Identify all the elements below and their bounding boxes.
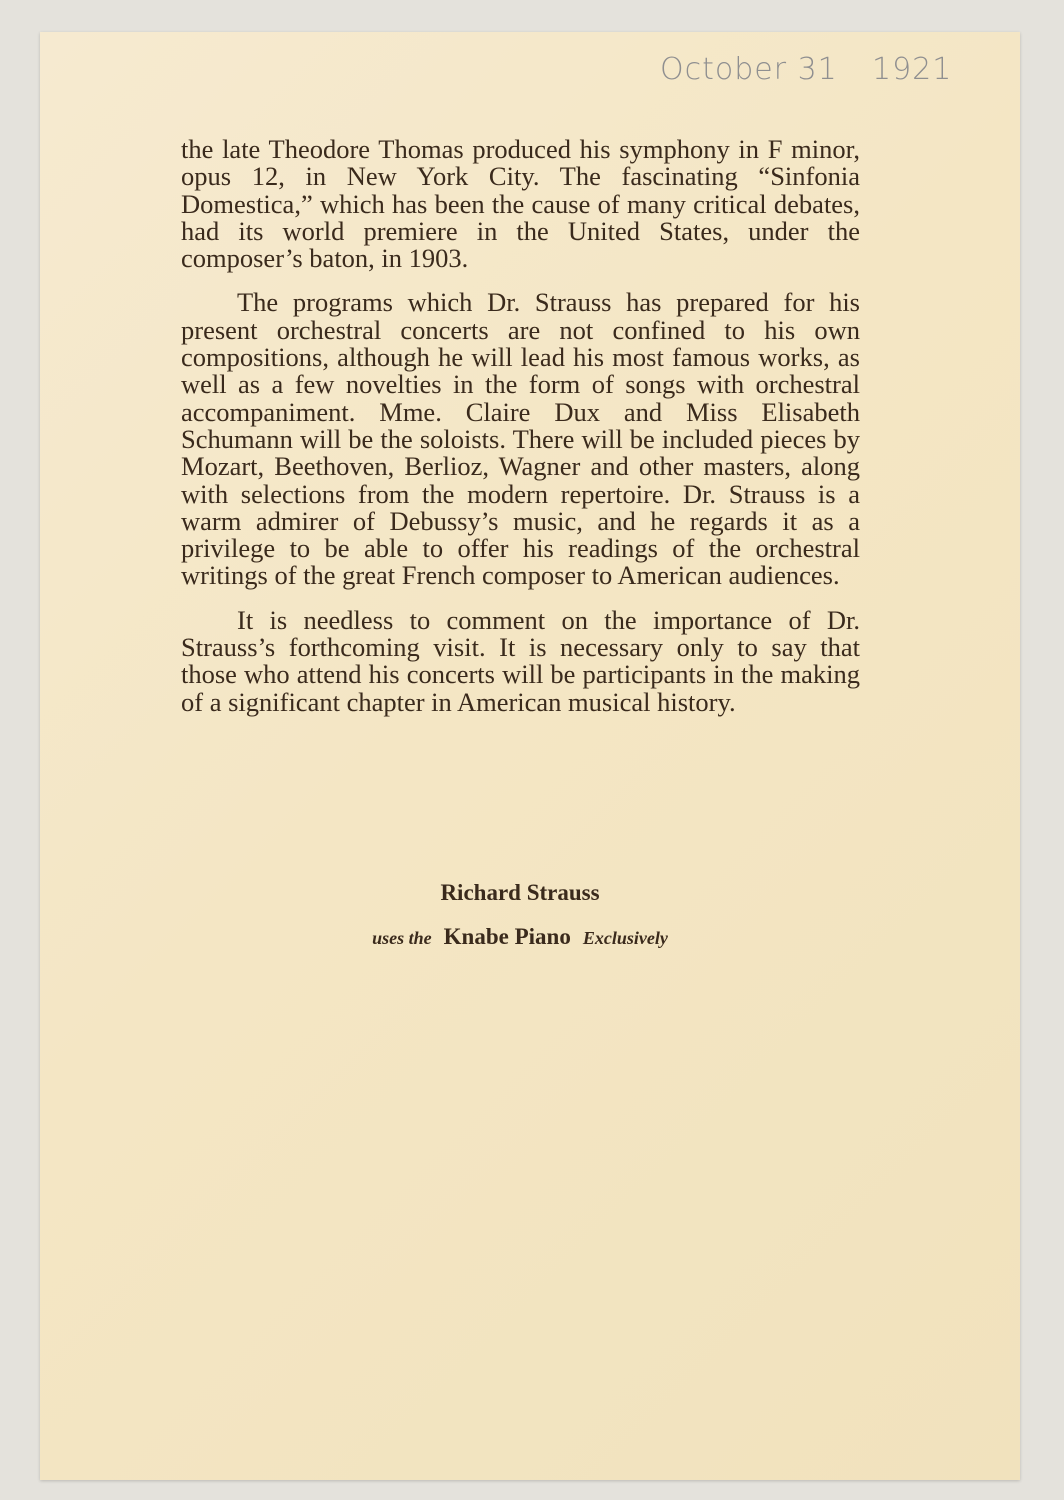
signature-suffix: Exclusively (582, 928, 668, 948)
body-text (181, 136, 860, 733)
paragraph-1: the late Theodore Thomas produced his symphony in F minor, opus 12, in New York City. The fascinating “Sinfonia Domestica,” which has been the cause of many critical debates, had its world premiere in the United States, under the composer’s baton, in 1903. (181, 134, 860, 274)
handwritten-date: October 31 (660, 52, 838, 87)
handwritten-year: 1921 (872, 52, 953, 87)
signature-name: Richard Strauss (440, 880, 600, 905)
paragraph-2: The programs which Dr. Strauss has prepared for his present orchestral concerts are not confined to his own compositions, although he will lead his most famous works, as well as a few novelties in the form of songs with orchestral accompaniment. Mme. Claire Dux and Miss Elisabeth Schumann will be the soloists. There will be included pieces by Mozart, Beethoven, Berlioz, Wagner and other masters, along with selections from the modern repertoire. Dr. Strauss is a warm admirer of Debussy’s music, and he regards it as a privilege to be able to offer his readings of the orchestral writings of the great French composer to American audiences. (181, 287, 860, 591)
paragraph-3: It is needless to comment on the importance of Dr. Strauss’s forthcoming visit. It is necessary only to say that those who attend his concerts will be participants in the making of a significant chapter in American musical history. (181, 604, 860, 717)
signature-line (0, 924, 1040, 950)
signature-brand: Knabe Piano (443, 924, 571, 949)
signature-prefix: uses the (372, 928, 432, 948)
